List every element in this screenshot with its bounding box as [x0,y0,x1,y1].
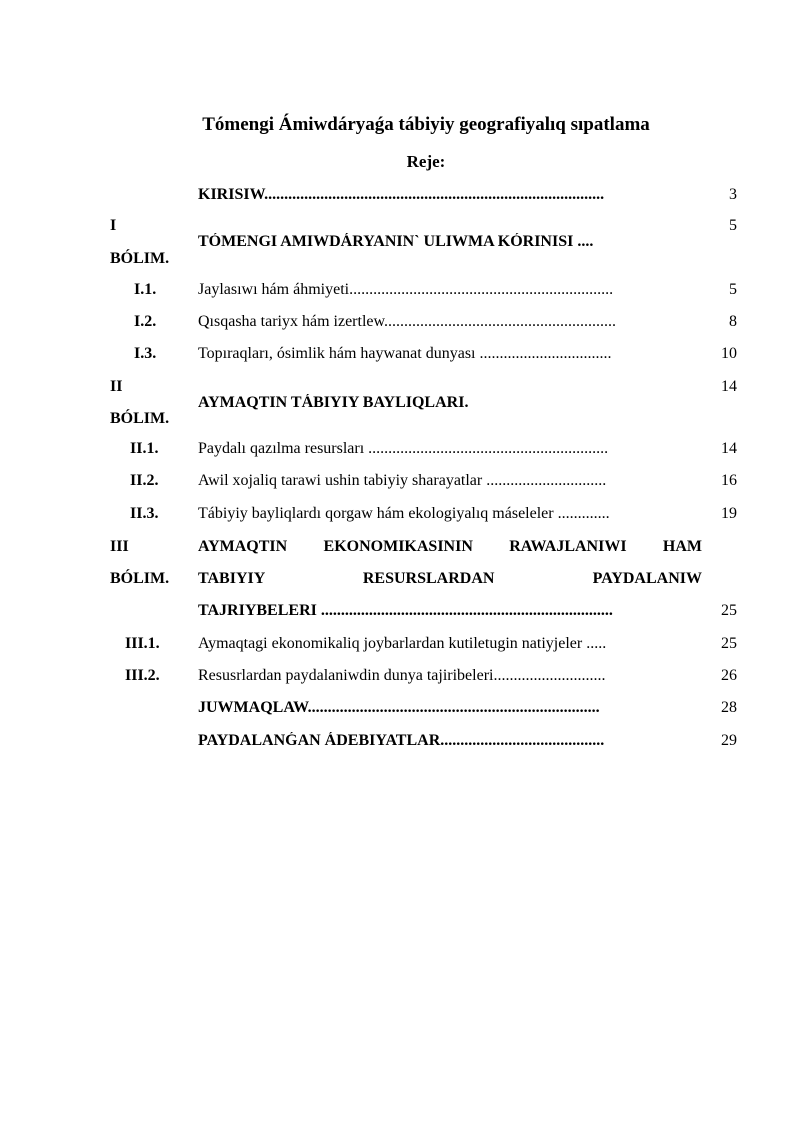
toc-part-word: BÓLIM. [110,410,170,427]
toc-page-number: 28 [721,699,737,716]
toc-label: KIRISIW..................................................................................... [198,186,605,203]
toc-label: Qısqasha tariyx hám izertlew.......................................................... [198,313,617,330]
toc-label-line-3: TAJRIYBELERI ......................................................................... [198,602,613,619]
toc-label: Resusrlardan paydalaniwdin dunya tajiribeleri............................ [198,667,606,684]
toc-label: Topıraqları, ósimlik hám haywanat dunyası ................................. [198,345,612,362]
toc-label: Awil xojaliq tarawi ushin tabiyiy sharayatlar .............................. [198,472,607,489]
toc-page-number: 14 [721,440,737,457]
toc-page-number: 25 [721,602,737,619]
toc-label-line-1: AYMAQTIN EKONOMIKASININ RAWAJLANIWI HAM [198,538,702,555]
toc-page-number: 5 [729,281,737,298]
toc-label-line-2: TABIYIY RESURSLARDAN PAYDALANIW [198,570,702,587]
toc-page-number: 29 [721,732,737,749]
toc-page-number: 26 [721,667,737,684]
toc-page-number: 8 [729,313,737,330]
toc-section-number: III.1. [125,635,160,652]
toc-part-number: II [110,378,123,395]
toc-page-number: 25 [721,635,737,652]
toc-label: JUWMAQLAW......................................................................... [198,699,600,716]
toc-section-number: II.1. [130,440,159,457]
toc-section-number: II.2. [130,472,159,489]
toc-section-number: III.2. [125,667,160,684]
toc-label: Aymaqtagi ekonomikaliq joybarlardan kutiletugin natiyjeler ..... [198,635,607,652]
toc-part-word: BÓLIM. [110,570,170,587]
toc-label: Tábiyiy bayliqlardı qorgaw hám ekologiyalıq máseleler ............. [198,505,610,522]
toc-part-number: III [110,538,129,555]
toc-page-number: 16 [721,472,737,489]
document-subtitle: Reje: [406,152,446,171]
toc-section-number: I.2. [134,313,157,330]
toc-page-number: 3 [729,186,737,203]
toc-section-number: I.3. [134,345,157,362]
document-title: Tómengi Ámiwdáryaǵa tábiyiy geografiyalıq sıpatlama [202,114,650,135]
toc-label: AYMAQTIN TÁBIYIY BAYLIQLARI. [198,394,469,411]
toc-page-number: 14 [721,378,737,395]
toc-page-number: 5 [729,217,737,234]
toc-part-number: I [110,217,117,234]
toc-label: Paydalı qazılma resursları ............................................................ [198,440,609,457]
toc-page-number: 10 [721,345,737,362]
toc-label: PAYDALANǴAN ÁDEBIYATLAR......................................... [198,732,605,749]
toc-page-number: 19 [721,505,737,522]
toc-section-number: I.1. [134,281,157,298]
toc-label: TÓMENGI AMIWDÁRYANIN` ULIWMA KÓRINISI .... [198,233,594,250]
toc-part-word: BÓLIM. [110,250,170,267]
toc-section-number: II.3. [130,505,159,522]
toc-label: Jaylasıwı hám áhmiyeti.................................................................. [198,281,614,298]
